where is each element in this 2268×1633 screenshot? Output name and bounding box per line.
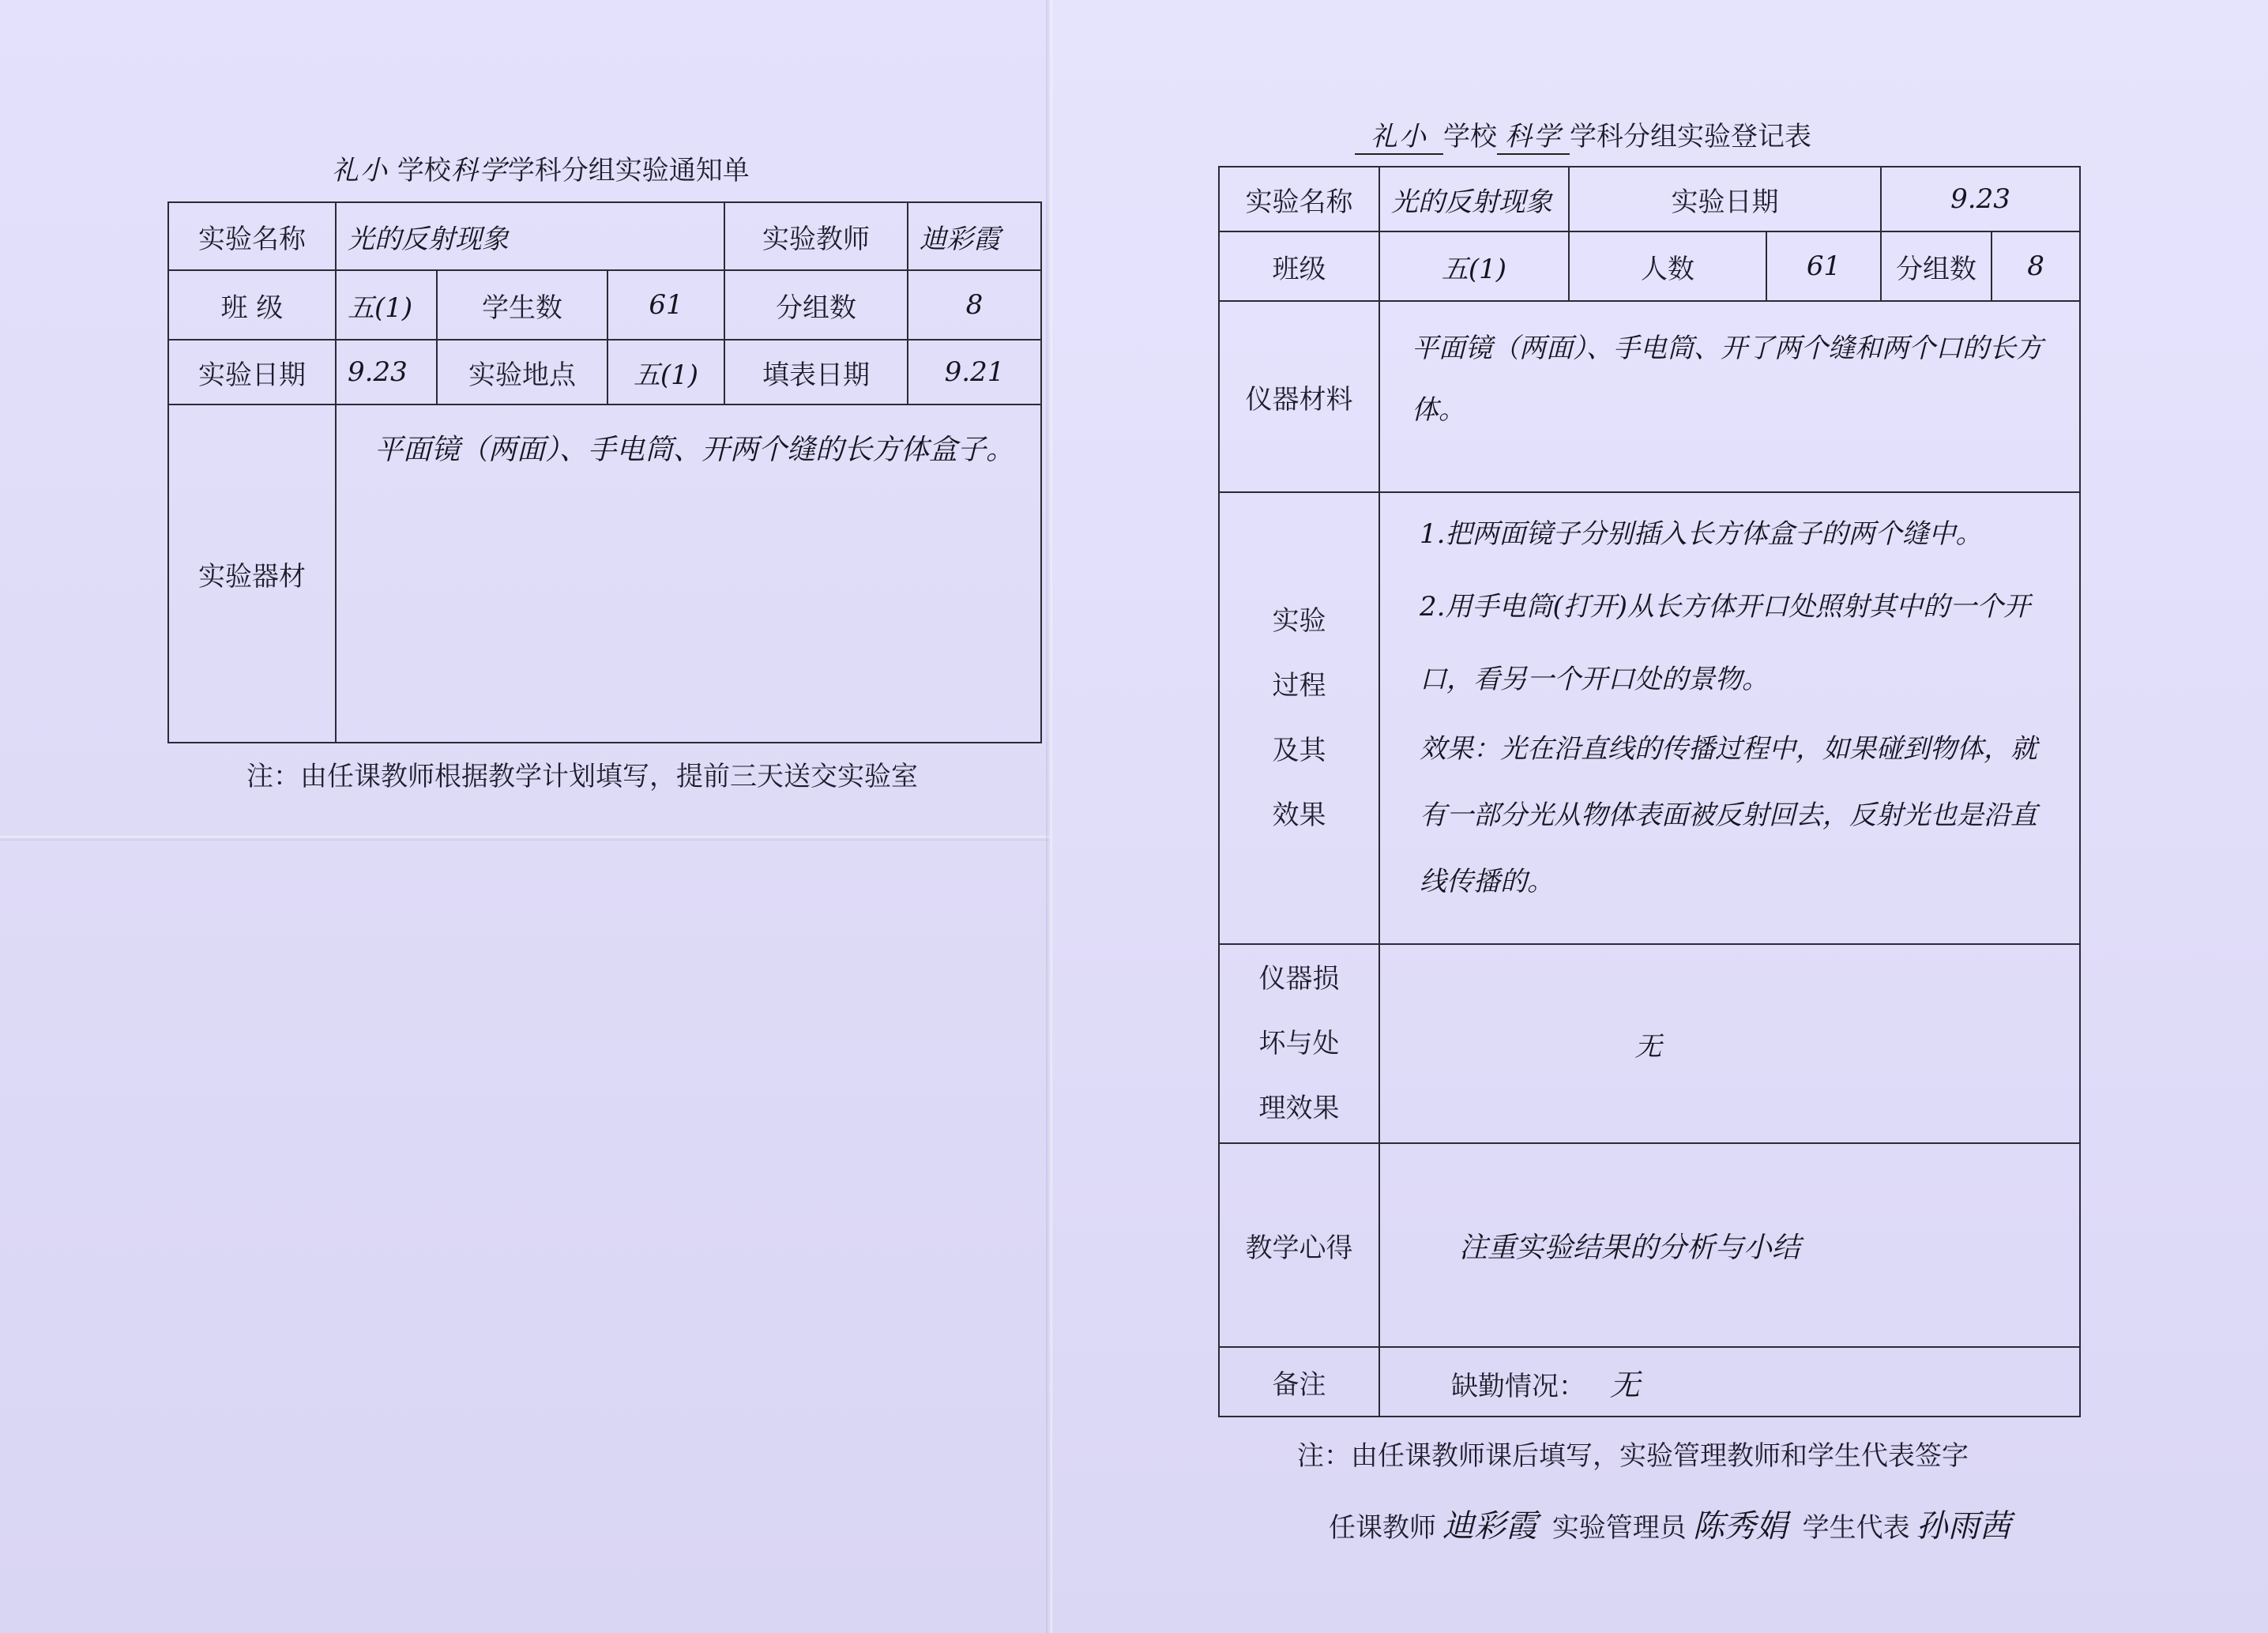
reg-label-damage: 仪器损坏与处理效果 xyxy=(1219,944,1379,1143)
value-class: 五(1) xyxy=(336,270,437,340)
label-fill-date: 填表日期 xyxy=(724,340,908,404)
reg-value-materials: 平面镜（两面）、手电筒、开了两个缝和两个口的长方体。 xyxy=(1379,301,2080,492)
reg-label-groups: 分组数 xyxy=(1881,231,1992,301)
label-place: 实验地点 xyxy=(437,340,607,404)
reg-label-people: 人数 xyxy=(1569,231,1766,301)
label-equipment: 实验器材 xyxy=(168,404,336,743)
notice-row-class xyxy=(168,270,1041,340)
value-students: 61 xyxy=(607,270,724,340)
notice-title-suffix: 学科分组实验通知单 xyxy=(507,155,750,186)
reg-value-absence: 无 xyxy=(1609,1367,1642,1402)
reg-label-materials: 仪器材料 xyxy=(1219,301,1379,492)
register-row-damage xyxy=(1219,944,2080,1143)
reg-process-step-1: 1.把两面镜子分别插入长方体盒子的两个缝中。 xyxy=(1420,518,1983,550)
reg-remarks-content xyxy=(1379,1347,2080,1417)
notice-school: 礼小 xyxy=(332,155,389,186)
register-row-materials xyxy=(1219,301,2080,492)
register-title xyxy=(1355,115,1811,155)
reg-value-people: 61 xyxy=(1766,231,1881,301)
register-school-suffix: 学校 xyxy=(1443,121,1497,152)
value-teacher: 迪彩霞 xyxy=(908,202,1041,270)
notice-row-equipment xyxy=(168,404,1041,743)
register-title-suffix: 学科分组实验登记表 xyxy=(1570,121,1811,152)
notice-table xyxy=(167,201,1042,743)
register-row-class xyxy=(1219,231,2080,301)
reg-value-reflection: 注重实验结果的分析与小结 xyxy=(1379,1143,2080,1347)
reg-value-class: 五(1) xyxy=(1379,231,1569,301)
paper-fold-divider xyxy=(1046,0,1052,1633)
register-footnote: 注：由任课教师课后填写，实验管理教师和学生代表签字 xyxy=(1297,1440,1969,1472)
register-row-name xyxy=(1219,167,2080,231)
sig-teacher-label: 任课教师 xyxy=(1329,1512,1436,1544)
reg-label-absence: 缺勤情况： xyxy=(1451,1370,1585,1402)
register-row-reflection xyxy=(1219,1143,2080,1347)
sig-student: 孙雨茜 xyxy=(1916,1508,2011,1545)
notice-subject: 科学 xyxy=(450,155,508,186)
notice-row-name xyxy=(168,202,1041,270)
label-exp-name: 实验名称 xyxy=(168,202,336,270)
notice-title xyxy=(332,149,750,187)
reg-label-name: 实验名称 xyxy=(1219,167,1379,231)
value-fill-date: 9.21 xyxy=(908,340,1041,404)
sig-admin-label: 实验管理员 xyxy=(1551,1512,1687,1544)
register-table xyxy=(1218,166,2081,1417)
reg-process-step-2: 2.用手电筒(打开)从长方体开口处照射其中的一个开口，看另一个开口处的景物。 xyxy=(1420,591,2030,695)
register-row-process xyxy=(1219,492,2080,944)
register-subject: 科学 xyxy=(1497,115,1570,155)
value-equipment: 平面镜（两面）、手电筒、开两个缝的长方体盒子。 xyxy=(336,404,1041,743)
reg-label-class: 班级 xyxy=(1219,231,1379,301)
label-date: 实验日期 xyxy=(168,340,336,404)
value-exp-name: 光的反射现象 xyxy=(336,202,724,270)
label-students: 学生数 xyxy=(437,270,607,340)
label-groups: 分组数 xyxy=(724,270,908,340)
reg-value-date: 9.23 xyxy=(1881,167,2080,231)
notice-row-date xyxy=(168,340,1041,404)
register-school: 礼小 xyxy=(1355,115,1443,155)
reg-value-groups: 8 xyxy=(1992,231,2080,301)
sig-admin: 陈秀娟 xyxy=(1692,1508,1788,1545)
reg-label-remarks: 备注 xyxy=(1219,1347,1379,1417)
paper-fold-line xyxy=(0,836,1051,841)
value-groups: 8 xyxy=(908,270,1041,340)
notice-footnote: 注：由任课教师根据教学计划填写，提前三天送交实验室 xyxy=(246,761,918,792)
value-date: 9.23 xyxy=(336,340,437,404)
signature-line xyxy=(1329,1501,2018,1546)
reg-process-effect: 效果：光在沿直线的传播过程中，如果碰到物体，就有一部分光从物体表面被反射回去，反射光也是沿直线传播的。 xyxy=(1420,733,2037,897)
notice-school-suffix: 学校 xyxy=(397,155,451,186)
register-row-remarks xyxy=(1219,1347,2080,1417)
sig-student-label: 学生代表 xyxy=(1802,1512,1910,1544)
reg-value-name: 光的反射现象 xyxy=(1379,167,1569,231)
sig-teacher: 迪彩霞 xyxy=(1442,1508,1537,1545)
reg-label-date: 实验日期 xyxy=(1569,167,1881,231)
reg-label-process: 实验过程及其效果 xyxy=(1219,492,1379,944)
reg-value-damage: 无 xyxy=(1379,944,2080,1143)
value-place: 五(1) xyxy=(607,340,724,404)
reg-label-reflection: 教学心得 xyxy=(1219,1143,1379,1347)
reg-process-content xyxy=(1379,492,2080,944)
label-teacher: 实验教师 xyxy=(724,202,908,270)
label-class: 班 级 xyxy=(168,270,336,340)
